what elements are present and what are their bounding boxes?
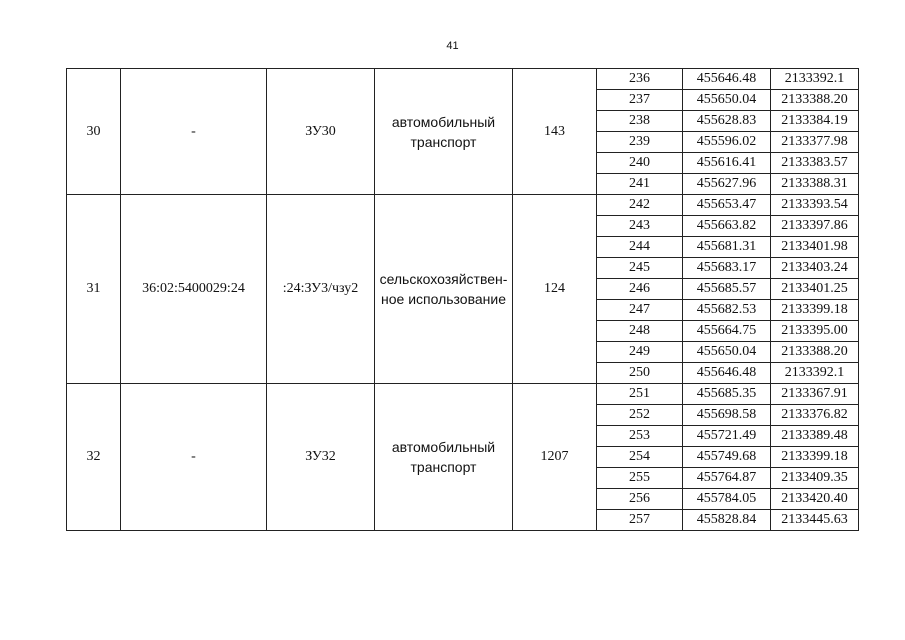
y-coordinate-cell: 2133409.35 (771, 468, 859, 489)
y-coordinate-cell: 2133393.54 (771, 195, 859, 216)
plot-designation-cell: :24:ЗУ3/чзу2 (267, 195, 375, 384)
x-coordinate-cell: 455682.53 (683, 300, 771, 321)
plot-designation-cell: ЗУ30 (267, 69, 375, 195)
point-number-cell: 243 (597, 216, 683, 237)
x-coordinate-cell: 455698.58 (683, 405, 771, 426)
point-number-cell: 254 (597, 447, 683, 468)
y-coordinate-cell: 2133388.20 (771, 342, 859, 363)
point-number-cell: 238 (597, 111, 683, 132)
y-coordinate-cell: 2133388.31 (771, 174, 859, 195)
point-number-cell: 252 (597, 405, 683, 426)
y-coordinate-cell: 2133420.40 (771, 489, 859, 510)
area-cell: 143 (513, 69, 597, 195)
point-number-cell: 236 (597, 69, 683, 90)
y-coordinate-cell: 2133383.57 (771, 153, 859, 174)
land-plots-table (66, 68, 859, 531)
point-number-cell: 255 (597, 468, 683, 489)
plot-designation-cell: ЗУ32 (267, 384, 375, 531)
x-coordinate-cell: 455685.57 (683, 279, 771, 300)
point-number-cell: 256 (597, 489, 683, 510)
y-coordinate-cell: 2133389.48 (771, 426, 859, 447)
plot-number-cell: 31 (67, 195, 121, 384)
page-number: 41 (446, 40, 459, 52)
cadastral-number-cell: - (121, 384, 267, 531)
y-coordinate-cell: 2133392.1 (771, 363, 859, 384)
x-coordinate-cell: 455721.49 (683, 426, 771, 447)
y-coordinate-cell: 2133397.86 (771, 216, 859, 237)
table-row (67, 384, 859, 405)
y-coordinate-cell: 2133399.18 (771, 447, 859, 468)
x-coordinate-cell: 455616.41 (683, 153, 771, 174)
x-coordinate-cell: 455646.48 (683, 363, 771, 384)
x-coordinate-cell: 455653.47 (683, 195, 771, 216)
x-coordinate-cell: 455764.87 (683, 468, 771, 489)
point-number-cell: 251 (597, 384, 683, 405)
x-coordinate-cell: 455681.31 (683, 237, 771, 258)
area-cell: 1207 (513, 384, 597, 531)
x-coordinate-cell: 455664.75 (683, 321, 771, 342)
table-body (67, 69, 859, 531)
y-coordinate-cell: 2133401.98 (771, 237, 859, 258)
plot-number-cell: 32 (67, 384, 121, 531)
point-number-cell: 248 (597, 321, 683, 342)
table-row (67, 69, 859, 90)
point-number-cell: 241 (597, 174, 683, 195)
point-number-cell: 237 (597, 90, 683, 111)
y-coordinate-cell: 2133392.1 (771, 69, 859, 90)
cadastral-number-cell: - (121, 69, 267, 195)
y-coordinate-cell: 2133401.25 (771, 279, 859, 300)
x-coordinate-cell: 455650.04 (683, 342, 771, 363)
x-coordinate-cell: 455683.17 (683, 258, 771, 279)
permitted-use-cell: автомобильный транспорт (375, 384, 513, 531)
point-number-cell: 249 (597, 342, 683, 363)
point-number-cell: 250 (597, 363, 683, 384)
point-number-cell: 257 (597, 510, 683, 531)
x-coordinate-cell: 455685.35 (683, 384, 771, 405)
point-number-cell: 247 (597, 300, 683, 321)
y-coordinate-cell: 2133445.63 (771, 510, 859, 531)
y-coordinate-cell: 2133377.98 (771, 132, 859, 153)
x-coordinate-cell: 455596.02 (683, 132, 771, 153)
y-coordinate-cell: 2133376.82 (771, 405, 859, 426)
point-number-cell: 244 (597, 237, 683, 258)
y-coordinate-cell: 2133367.91 (771, 384, 859, 405)
table-row (67, 195, 859, 216)
x-coordinate-cell: 455628.83 (683, 111, 771, 132)
point-number-cell: 245 (597, 258, 683, 279)
point-number-cell: 246 (597, 279, 683, 300)
x-coordinate-cell: 455646.48 (683, 69, 771, 90)
point-number-cell: 253 (597, 426, 683, 447)
y-coordinate-cell: 2133388.20 (771, 90, 859, 111)
x-coordinate-cell: 455663.82 (683, 216, 771, 237)
y-coordinate-cell: 2133399.18 (771, 300, 859, 321)
y-coordinate-cell: 2133384.19 (771, 111, 859, 132)
point-number-cell: 240 (597, 153, 683, 174)
area-cell: 124 (513, 195, 597, 384)
x-coordinate-cell: 455828.84 (683, 510, 771, 531)
plot-number-cell: 30 (67, 69, 121, 195)
cadastral-number-cell: 36:02:5400029:24 (121, 195, 267, 384)
x-coordinate-cell: 455784.05 (683, 489, 771, 510)
point-number-cell: 239 (597, 132, 683, 153)
y-coordinate-cell: 2133395.00 (771, 321, 859, 342)
x-coordinate-cell: 455749.68 (683, 447, 771, 468)
permitted-use-cell: сельскохозяйствен-ное использование (375, 195, 513, 384)
x-coordinate-cell: 455650.04 (683, 90, 771, 111)
permitted-use-cell: автомобильный транспорт (375, 69, 513, 195)
x-coordinate-cell: 455627.96 (683, 174, 771, 195)
y-coordinate-cell: 2133403.24 (771, 258, 859, 279)
point-number-cell: 242 (597, 195, 683, 216)
